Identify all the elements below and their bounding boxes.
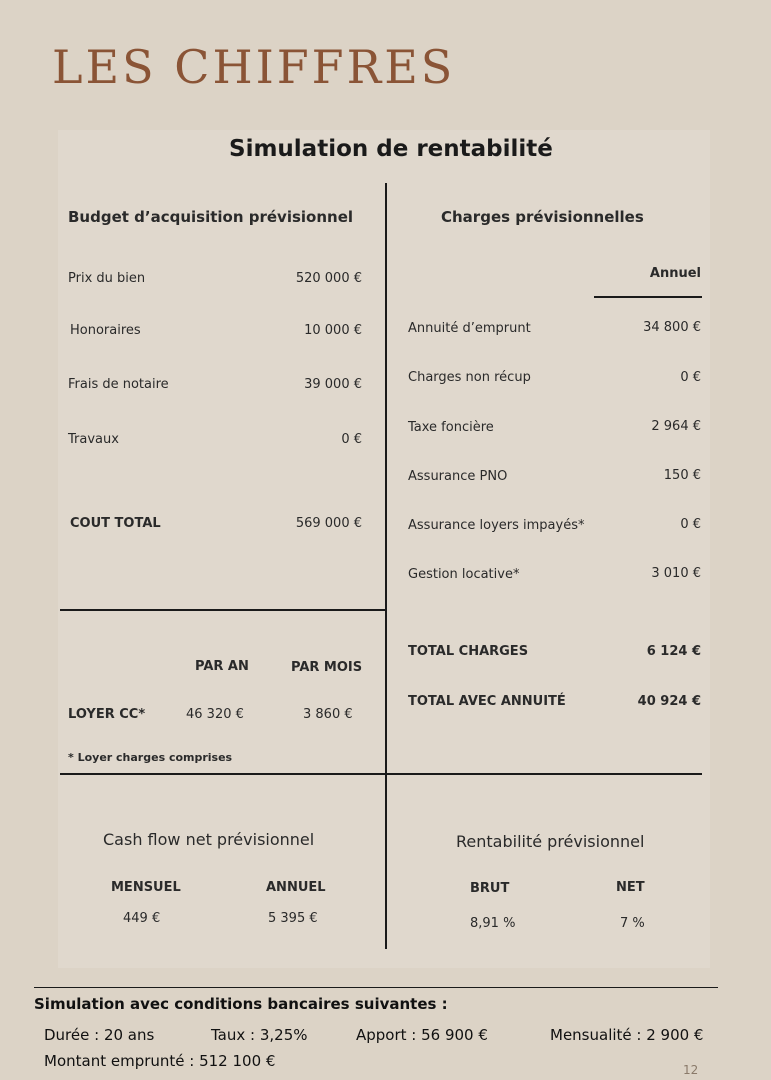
charge-item-value: 3 010 € — [651, 566, 701, 581]
bank-contribution: Apport : 56 900 € — [356, 1026, 488, 1044]
charge-item-value: 2 964 € — [651, 419, 701, 434]
budget-item-label: Travaux — [68, 432, 119, 447]
cashflow-heading: Cash flow net prévisionnel — [103, 830, 315, 849]
cashflow-monthly-value: 449 € — [123, 911, 161, 926]
cashflow-monthly-label: MENSUEL — [111, 880, 181, 895]
charge-item-label: Assurance PNO — [408, 469, 508, 484]
charges-annual-header: Annuel — [649, 266, 701, 281]
budget-item-value: 39 000 € — [304, 377, 362, 392]
page-number: 12 — [683, 1063, 699, 1077]
charge-item-label: Charges non récup — [408, 370, 531, 385]
rent-year-header: PAR AN — [195, 659, 249, 674]
profitability-net-value: 7 % — [620, 916, 645, 931]
rent-month-value: 3 860 € — [303, 707, 353, 722]
budget-item-value: 0 € — [341, 432, 362, 447]
budget-item-value: 520 000 € — [295, 271, 362, 286]
budget-total-label: COUT TOTAL — [70, 516, 161, 531]
profitability-net-label: NET — [616, 880, 645, 895]
page-title: LES CHIFFRES — [52, 40, 456, 94]
profitability-gross-label: BRUT — [470, 881, 510, 896]
cashflow-annual-value: 5 395 € — [268, 911, 318, 926]
bank-monthly-payment: Mensualité : 2 900 € — [550, 1026, 704, 1044]
middle-divider — [60, 773, 702, 775]
budget-item-label: Prix du bien — [68, 271, 146, 286]
charges-total-annuity-label: TOTAL AVEC ANNUITÉ — [408, 694, 566, 709]
bank-duration: Durée : 20 ans — [44, 1026, 155, 1044]
bank-loan-amount: Montant emprunté : 512 100 € — [44, 1052, 276, 1070]
bank-divider — [34, 987, 718, 988]
rent-note: * Loyer charges comprises — [68, 751, 233, 764]
rent-label: LOYER CC* — [68, 707, 146, 722]
charge-item-label: Annuité d’emprunt — [408, 321, 531, 336]
charge-item-label: Assurance loyers impayés* — [408, 518, 585, 533]
charge-item-value: 0 € — [680, 517, 701, 532]
rent-year-value: 46 320 € — [186, 707, 244, 722]
budget-divider — [60, 609, 386, 611]
charge-item-label: Gestion locative* — [408, 567, 520, 582]
charge-item-value: 0 € — [680, 370, 701, 385]
charge-item-value: 34 800 € — [643, 320, 701, 335]
cashflow-annual-label: ANNUEL — [266, 880, 326, 895]
simulation-title: Simulation de rentabilité — [229, 136, 553, 162]
charges-total-label: TOTAL CHARGES — [408, 644, 529, 659]
charges-total-value: 6 124 € — [646, 644, 701, 659]
charges-total-annuity-value: 40 924 € — [637, 694, 701, 709]
charge-item-label: Taxe foncière — [408, 420, 494, 435]
budget-item-label: Honoraires — [70, 323, 141, 338]
bank-heading: Simulation avec conditions bancaires suivantes : — [34, 995, 448, 1013]
bank-rate: Taux : 3,25% — [211, 1026, 308, 1044]
charge-item-value: 150 € — [663, 468, 701, 483]
rent-month-header: PAR MOIS — [291, 660, 363, 675]
annual-underline — [594, 296, 702, 298]
charges-heading: Charges prévisionnelles — [441, 208, 644, 226]
profitability-heading: Rentabilité prévisionnel — [456, 832, 645, 851]
budget-item-label: Frais de notaire — [68, 377, 169, 392]
center-divider — [385, 183, 387, 949]
budget-item-value: 10 000 € — [304, 323, 362, 338]
budget-heading: Budget d’acquisition prévisionnel — [68, 208, 354, 226]
profitability-gross-value: 8,91 % — [470, 916, 516, 931]
budget-total-value: 569 000 € — [295, 516, 362, 531]
